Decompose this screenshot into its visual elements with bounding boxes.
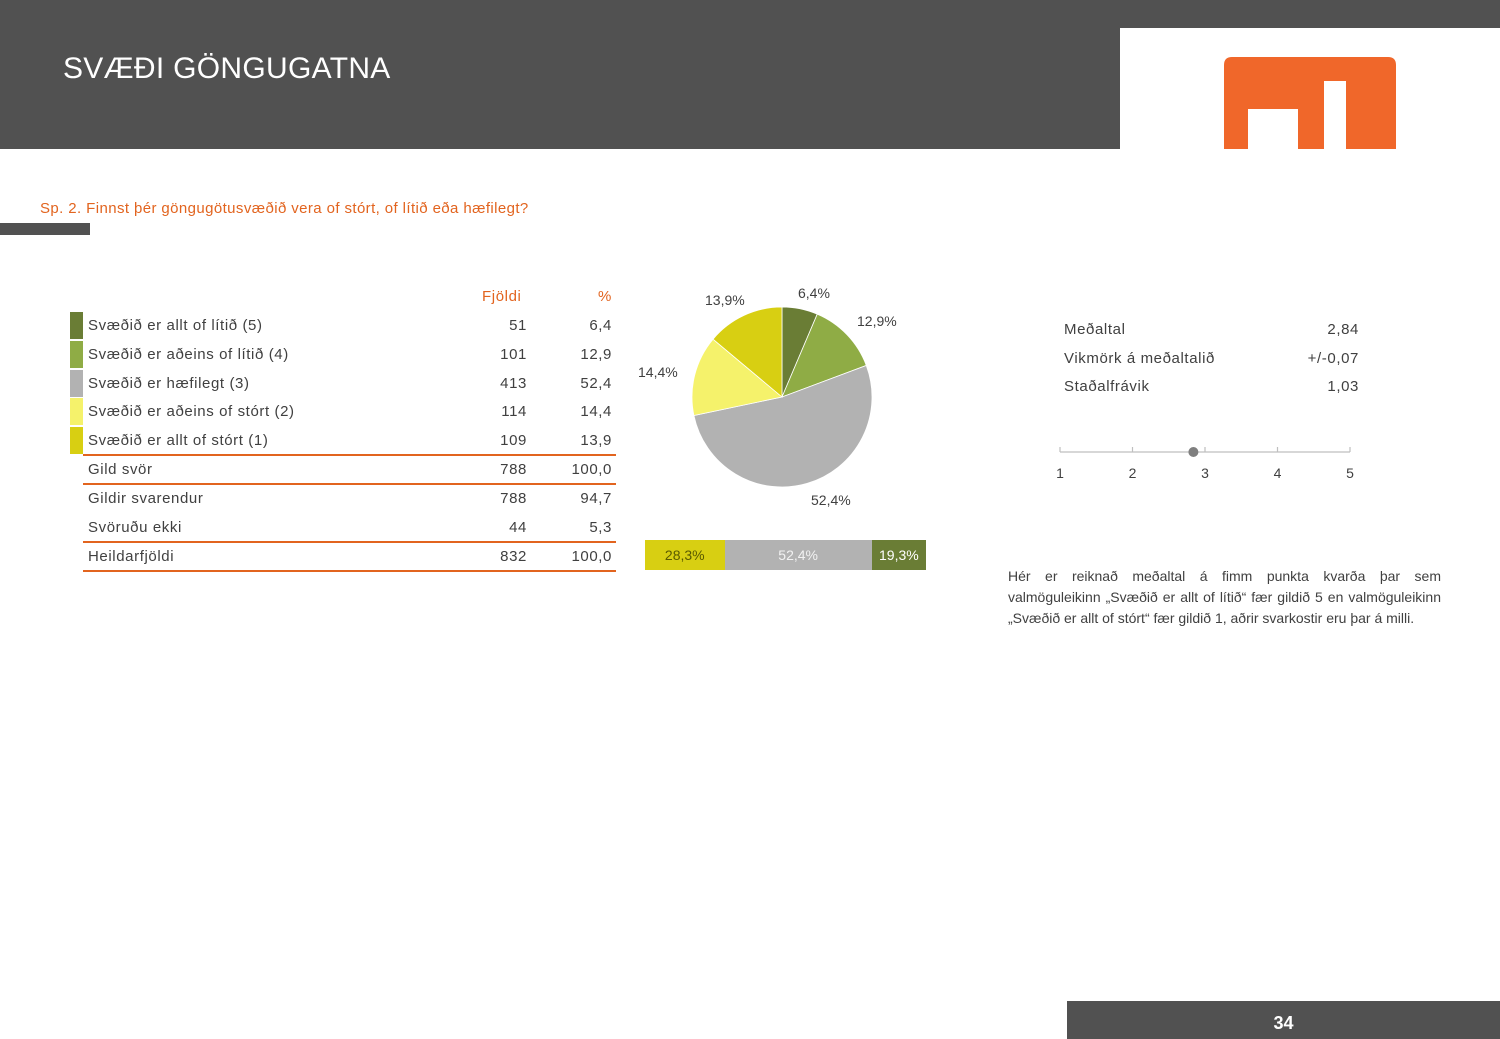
pie-data-label: 13,9%: [705, 292, 745, 308]
scale-tick-label: 2: [1128, 465, 1137, 481]
page-number: 34: [1273, 1013, 1294, 1033]
scale-tick-label: 5: [1346, 465, 1354, 481]
legend-swatch: [70, 341, 83, 368]
table-row: [70, 398, 616, 427]
row-percent: 13,9: [580, 432, 612, 449]
question-text: Sp. 2. Finnst þér göngugötusvæðið vera of stórt, of lítið eða hæfilegt?: [40, 200, 529, 217]
row-label: Svöruðu ekki: [88, 519, 182, 536]
question-accent-bar: [0, 223, 90, 235]
page-title: SVÆÐI GÖNGUGATNA: [63, 52, 391, 85]
legend-swatch: [70, 398, 83, 425]
pie-data-label: 14,4%: [638, 364, 678, 380]
row-label: Svæðið er aðeins of stórt (2): [88, 403, 295, 420]
row-percent: 6,4: [589, 317, 612, 334]
row-percent: 52,4: [580, 375, 612, 392]
row-count: 101: [500, 346, 527, 363]
row-count: 44: [509, 519, 527, 536]
row-label: Svæðið er hæfilegt (3): [88, 375, 250, 392]
pie-data-label: 12,9%: [857, 313, 897, 329]
row-percent: 5,3: [589, 519, 612, 536]
pie-data-label: 6,4%: [798, 285, 830, 301]
column-header-count: Fjöldi: [482, 288, 522, 305]
row-count: 788: [500, 490, 527, 507]
mean-marker: [1188, 447, 1198, 457]
row-count: 832: [500, 548, 527, 565]
legend-swatch: [70, 312, 83, 339]
row-label: Gildir svarendur: [88, 490, 204, 507]
logo: [1224, 57, 1396, 149]
scale-tick-label: 4: [1273, 465, 1282, 481]
column-header-percent: %: [598, 288, 612, 305]
summary-row: [70, 456, 616, 485]
summary-row: [70, 485, 616, 514]
table-row: [70, 370, 616, 399]
row-label: Gild svör: [88, 461, 153, 478]
footer-bar: [1067, 1001, 1500, 1039]
row-percent: 12,9: [580, 346, 612, 363]
stacked-bar-segment: 28,3%: [645, 540, 725, 570]
row-percent: 100,0: [571, 461, 612, 478]
row-count: 788: [500, 461, 527, 478]
row-count: 109: [500, 432, 527, 449]
table-row: [70, 341, 616, 370]
row-percent: 14,4: [580, 403, 612, 420]
stat-value: 1,03: [1327, 378, 1359, 395]
row-count: 413: [500, 375, 527, 392]
stat-value: +/-0,07: [1307, 350, 1359, 367]
pie-data-label: 52,4%: [811, 492, 851, 508]
stacked-bar: [645, 540, 926, 570]
row-percent: 100,0: [571, 548, 612, 565]
stat-label: Staðalfrávik: [1064, 378, 1150, 395]
row-percent: 94,7: [580, 490, 612, 507]
stat-label: Meðaltal: [1064, 321, 1126, 338]
row-count: 114: [501, 403, 527, 420]
stat-label: Vikmörk á meðaltalið: [1064, 350, 1215, 367]
scale-tick-label: 1: [1056, 465, 1064, 481]
row-count: 51: [509, 317, 527, 334]
stacked-bar-segment: 19,3%: [872, 540, 926, 570]
explanation-note: Hér er reiknað meðaltal á fimm punkta kvarða þar sem valmöguleikinn „Svæðið er allt of lítið“ fær gildið 5 en valmöguleikinn „Svæðið er allt of stórt“ fær gildið 1, aðrir svarkostir eru þar á milli.: [1008, 568, 1441, 626]
summary-row: [70, 514, 616, 543]
row-label: Svæðið er aðeins of lítið (4): [88, 346, 289, 363]
row-label: Heildarfjöldi: [88, 548, 175, 565]
legend-swatch: [70, 427, 83, 454]
row-label: Svæðið er allt of lítið (5): [88, 317, 263, 334]
stat-value: 2,84: [1327, 321, 1359, 338]
scale-tick-label: 3: [1201, 465, 1209, 481]
row-label: Svæðið er allt of stórt (1): [88, 432, 269, 449]
summary-row: [70, 543, 616, 572]
stacked-bar-segment: 52,4%: [725, 540, 872, 570]
table-divider: [83, 570, 616, 572]
table-row: [70, 312, 616, 341]
pie-chart: [692, 307, 872, 487]
table-row: [70, 427, 616, 456]
mean-scale-chart: [1050, 440, 1360, 485]
legend-swatch: [70, 370, 83, 397]
